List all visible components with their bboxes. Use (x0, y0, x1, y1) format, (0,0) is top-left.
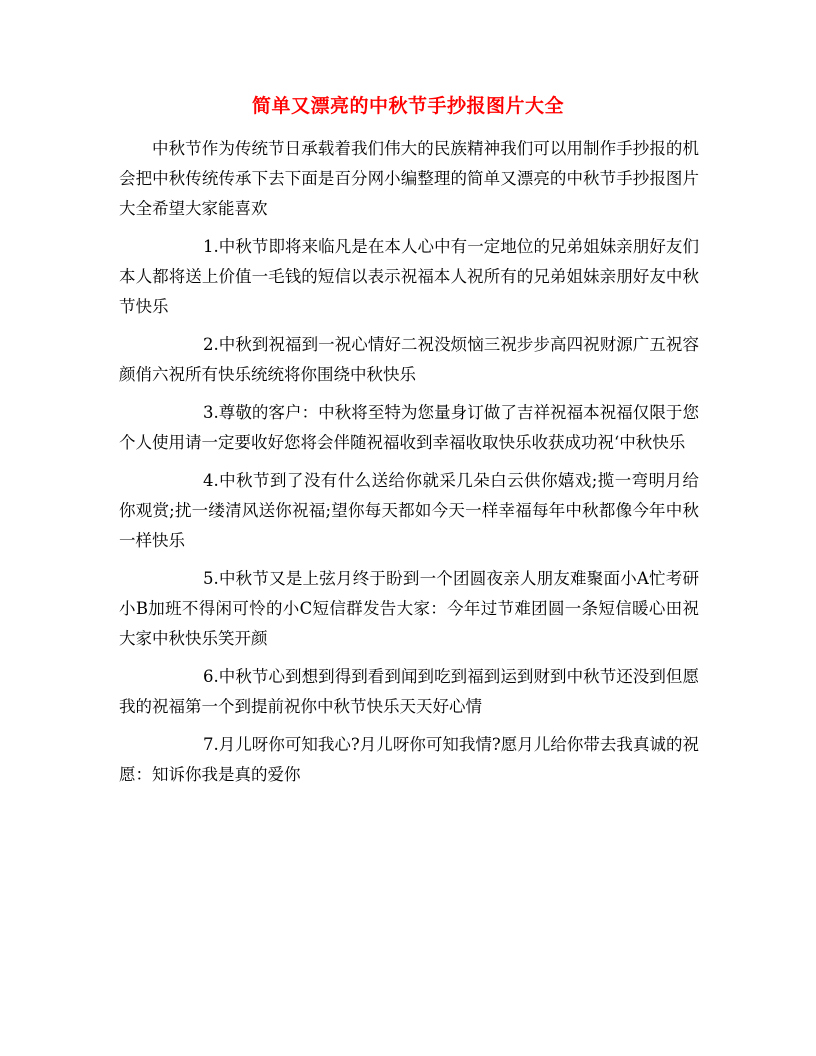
wish-item-5: 5.中秋节又是上弦月终于盼到一个团圆夜亲人朋友难聚面小A忙考研小B加班不得闲可怜的小C短信群发告大家：今年过节难团圆一条短信暖心田祝大家中秋快乐笑开颜 (119, 569, 699, 648)
document-title: 简单又漂亮的中秋节手抄报图片大全 (251, 95, 564, 117)
intro-paragraph: 中秋节作为传统节日承载着我们伟大的民族精神我们可以用制作手抄报的机会把中秋传统传承下去下面是百分网小编整理的简单又漂亮的中秋节手抄报图片大全希望大家能喜欢 (119, 139, 699, 218)
wish-item-2: 2.中秋到祝福到一祝心情好二祝没烦恼三祝步步高四祝财源广五祝容颜俏六祝所有快乐统统将你围绕中秋快乐 (119, 335, 699, 384)
wish-item-1: 1.中秋节即将来临凡是在本人心中有一定地位的兄弟姐妹亲朋好友们本人都将送上价值一毛钱的短信以表示祝福本人祝所有的兄弟姐妹亲朋好友中秋节快乐 (119, 237, 699, 316)
wish-item-7: 7.月儿呀你可知我心?月儿呀你可知我情?愿月儿给你带去我真诚的祝愿：知诉你我是真的爱你 (119, 735, 699, 784)
wish-item-6: 6.中秋节心到想到得到看到闻到吃到福到运到财到中秋节还没到但愿我的祝福第一个到提前祝你中秋节快乐天天好心情 (119, 667, 699, 716)
document-body (119, 134, 699, 798)
wish-item-3: 3.尊敬的客户：中秋将至特为您量身订做了吉祥祝福本祝福仅限于您个人使用请一定要收好您将会伴随祝福收到幸福收取快乐收获成功祝‘中秋快乐 (119, 403, 699, 452)
wish-item-4: 4.中秋节到了没有什么送给你就采几朵白云供你嬉戏;揽一弯明月给你观赏;扰一缕清风送你祝福;望你每天都如今天一样幸福每年中秋都像今年中秋一样快乐 (119, 471, 699, 550)
